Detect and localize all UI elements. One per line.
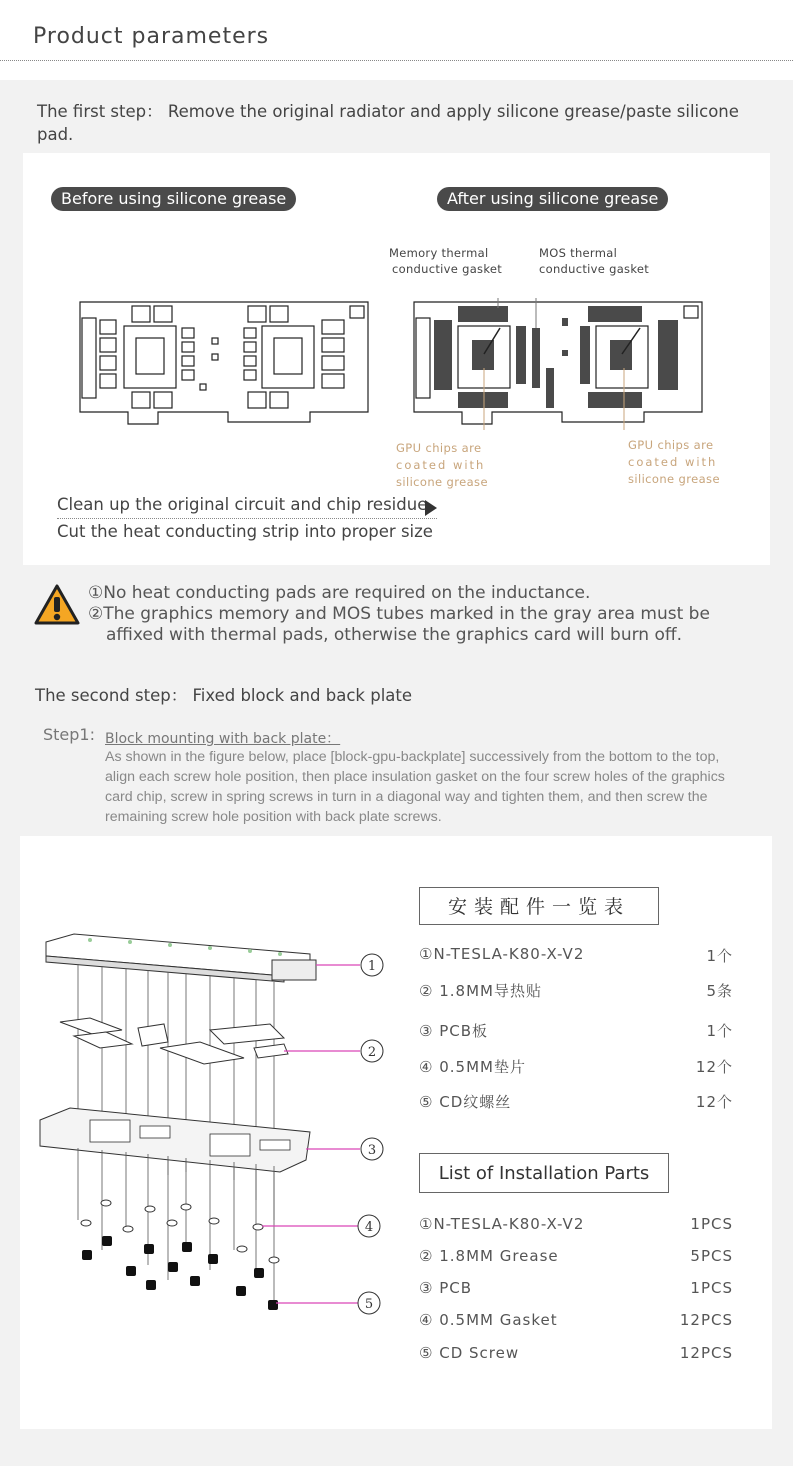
callout-2: 2	[367, 1045, 377, 1060]
cn-part-name: ④ 0.5MM垫片	[419, 1058, 526, 1076]
warning-icon	[33, 583, 81, 627]
before-label: Before using silicone grease	[51, 187, 296, 211]
step-label: Step1:	[43, 725, 95, 744]
after-label: After using silicone grease	[437, 187, 668, 211]
callout-1: 1	[367, 959, 377, 974]
parts-list-cn-title: 安装配件一览表	[419, 887, 659, 925]
title-divider	[0, 60, 793, 61]
step-body: As shown in the figure below, place [block-gpu-backplate] successively from the bottom to the top, align each screw hole position, then place insulation gasket on the four screw holes of the graphics card chip, screw in spring screws in turn in a diagonal way and tighten them, and then screw the remaining screw hole position with back plate screws.	[105, 749, 725, 825]
cn-part-qty: 5条	[706, 982, 733, 1000]
en-part-name: ⑤ CD Screw	[419, 1344, 520, 1362]
cn-part-qty: 1个	[706, 1022, 733, 1040]
callout-4: 4	[364, 1220, 374, 1235]
gpu-grease-label-left: GPU chips are coated with silicone grease	[396, 441, 488, 489]
arrow-right-icon	[425, 500, 437, 516]
en-part-name: ④ 0.5MM Gasket	[419, 1311, 558, 1329]
mos-gasket-label: MOS thermal conductive gasket	[539, 246, 650, 276]
callout-3: 3	[367, 1143, 377, 1158]
exploded-assembly-diagram	[30, 920, 390, 1330]
clean-divider	[57, 518, 437, 519]
en-part-qty: 5PCS	[690, 1247, 733, 1265]
en-part-qty: 12PCS	[679, 1344, 733, 1362]
note-2: ②The graphics memory and MOS tubes marked in the gray area must be	[88, 604, 710, 624]
cn-part-qty: 12个	[695, 1093, 733, 1111]
parts-list-en-title: List of Installation Parts	[419, 1153, 669, 1193]
callout-5: 5	[364, 1297, 374, 1312]
step-subtitle: Block mounting with back plate：	[105, 731, 341, 747]
pcb-after-diagram	[412, 298, 707, 430]
note-3: affixed with thermal pads, otherwise the graphics card will burn off.	[106, 625, 682, 645]
pcb-before-diagram	[78, 298, 373, 430]
cn-part-name: ③ PCB板	[419, 1022, 489, 1040]
en-part-qty: 12PCS	[679, 1311, 733, 1329]
en-part-qty: 1PCS	[690, 1279, 733, 1297]
step-one-text: The first step： Remove the original radiator and apply silicone grease/paste silicone pad.	[37, 102, 739, 144]
cn-part-name: ①N-TESLA-K80-X-V2	[419, 945, 585, 963]
cn-part-name: ⑤ CD纹螺丝	[419, 1093, 512, 1111]
page-title: Product parameters	[33, 24, 270, 49]
en-part-name: ② 1.8MM Grease	[419, 1247, 559, 1265]
clean-instruction: Clean up the original circuit and chip residue	[57, 495, 428, 514]
memory-gasket-label: Memory thermal conductive gasket	[389, 246, 503, 276]
cn-part-qty: 1个	[706, 947, 733, 965]
cut-instruction: Cut the heat conducting strip into proper size	[57, 522, 433, 541]
en-part-name: ①N-TESLA-K80-X-V2	[419, 1215, 585, 1233]
note-1: ①No heat conducting pads are required on the inductance.	[88, 583, 591, 603]
cn-part-qty: 12个	[695, 1058, 733, 1076]
en-part-name: ③ PCB	[419, 1279, 473, 1297]
gpu-grease-label-right: GPU chips are coated with silicone grease	[628, 438, 720, 486]
step-two-title: The second step： Fixed block and back plate	[35, 686, 413, 705]
cn-part-name: ② 1.8MM导热贴	[419, 982, 542, 1000]
en-part-qty: 1PCS	[690, 1215, 733, 1233]
